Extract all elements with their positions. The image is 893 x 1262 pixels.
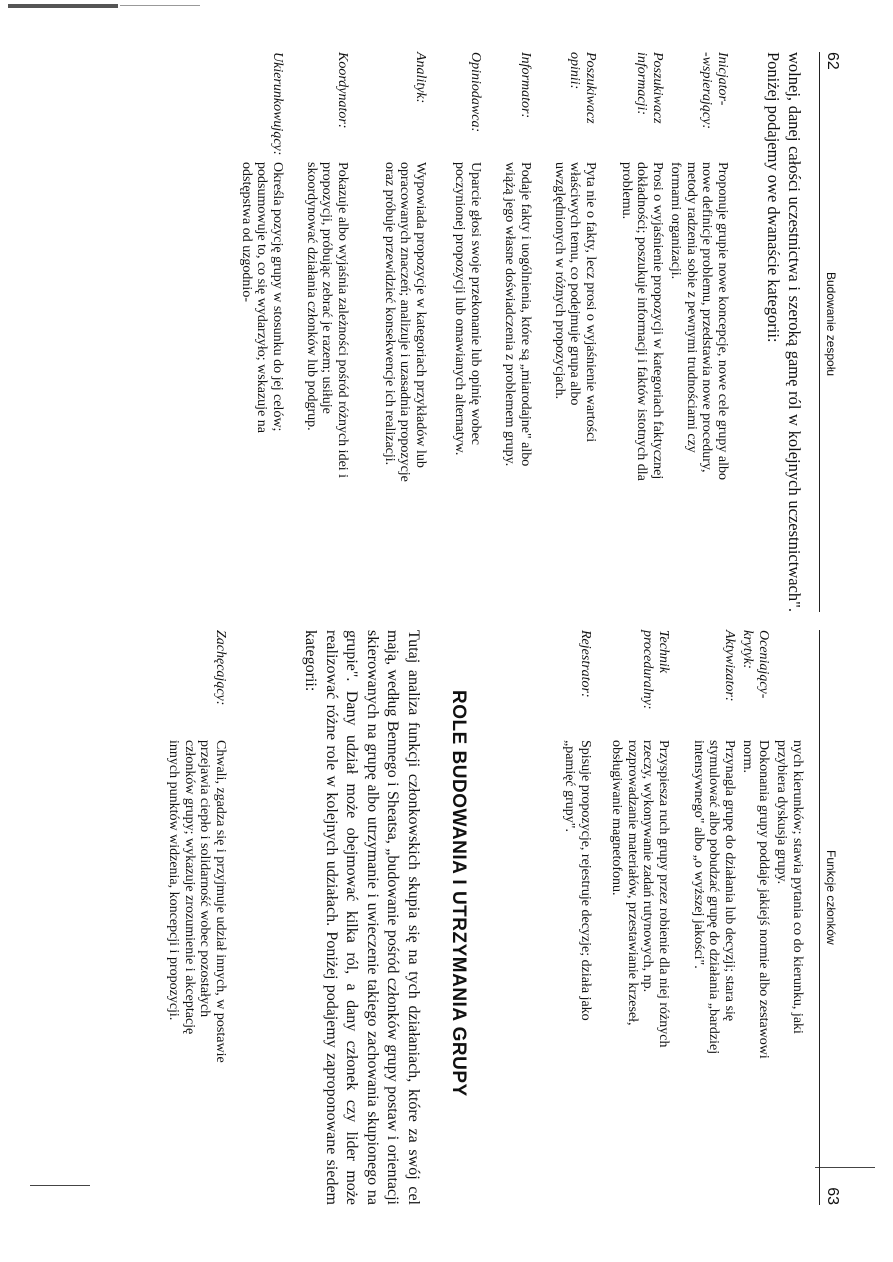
role-label: Koordynator:	[335, 52, 350, 129]
role-text: Chwali, zgadza się i przyjmuje udział innych, w postawie przejawia ciepło i solidarność wobec pozostałych członków grupy; wykazuje zrozumienie i akceptację innych punktów widzenia, koncepcji i propozycji.	[166, 740, 228, 1063]
page-header	[819, 52, 841, 612]
role-label: Oceniający-krytyk:	[740, 630, 771, 699]
section-heading: ROLE BUDOWANIA I UTRZYMANIA GRUPY	[448, 690, 469, 1097]
role-text: Uparcie głosi swoje przekonanie lub opinię wobec poczynionej propozycji lub omawianych alternatyw.	[452, 162, 483, 456]
role-text: Pokazuje albo wyjaśnia zależności pośród różnych idei i propozycji, próbując zebrać je razem; usiłuje skoordynować działania członków lub podgrup.	[303, 162, 350, 479]
page-header	[819, 630, 841, 1205]
role-label: Informator:	[518, 52, 533, 119]
role-label: Poszukiwacz opinii:	[567, 52, 598, 124]
running-head: Funkcje członków	[824, 850, 838, 945]
role-label: Ukierunkowujący:	[270, 52, 285, 156]
role-text: Wypowiada propozycje w kategoriach przykładów lub opracowanych znaczeń; analizuje i uzasadnia propozycje oraz próbuje przewidzieć konsekwencje ich realizacji.	[381, 162, 428, 482]
role-text: Przynagla grupę do działania lub decyzji; stara się stymulować albo pobudzać grupę do działania „bardziej intensywnego" albo „o wyższej jakości".	[690, 740, 737, 1055]
role-text: Pyta nie o fakty, lecz prosi o wyjaśnienie wartości właściwych temu, co podejmuje grupa albo uwzględnionych w różnych propozycjach.	[551, 162, 598, 443]
role-label: Poszukiwacz informacji:	[634, 52, 665, 124]
role-label: Inicjator- -wspierający:	[699, 52, 730, 129]
page-62	[0, 0, 893, 612]
intro-paragraph: wolnej, danej całości uczestnictwa i szeroką gamę ról w kolejnych uczestnictwach". Poniżej podajemy owe dwanaście kategorii:	[764, 52, 804, 612]
role-text: Proponuje grupie nowe koncepcje, nowe cele grupy albo nowe definicje problemu, przedstawia nowe procedury, metody radzenia sobie z pewnymi trudnościami czy formami organizacji.	[668, 162, 730, 481]
section-paragraph: Tutaj analiza funkcji członkowskich skupia się na tych działaniach, które za swój cel mają, według Bennego i Sheatsa, „budowanie pośród członków grupy postaw i orientacji skierowanych na grupę albo utrzymanie i uwieczenie takiego zachowania skupionego na grupie". Dany udział może obejmować kilka ról, a dany członek czy lider może realizować różne role w kolejnych udziałach. Poniżej podajemy zaproponowane siedem kategorii:	[302, 630, 422, 1205]
role-text: Prosi o wyjaśnienie propozycji w kategoriach faktycznej dokładności; poszukuje informacji i faktów istotnych dla problemu.	[618, 162, 665, 481]
role-text: Określa pozycję grupy w stosunku do jej celów; podsumowuje to, co się wydarzyło; wskazuje na odstępstwa od uzgodnio-	[238, 162, 285, 433]
role-text: Podaje fakty i uogólnienia, które są „miarodajne" albo wiążą jego własne doświadczenia z problemem grupy.	[502, 162, 533, 467]
role-text: Dokonania grupy poddaje jakiejś normie albo zestawowi norm.	[740, 740, 771, 1059]
role-label: Opiniodawca:	[468, 52, 483, 133]
role-label: Technik proceduralny:	[640, 630, 671, 710]
role-text: Przyspiesza ruch grupy przez robienie dla niej różnych rzeczy, wykonywanie zadań rutynowych, np. rozprowadzanie materiałów, przestawianie krzeseł, obsługiwanie magnetofonu.	[609, 740, 671, 1048]
role-label: Aktywizator:	[722, 630, 737, 702]
page-number: 63	[824, 1187, 841, 1205]
role-text: nych kierunków; stawia pytania co do kierunku, jaki przybiera dyskusja grupy.	[774, 740, 805, 1034]
page-63	[0, 620, 893, 1220]
role-label: Zachęcający:	[213, 630, 228, 706]
page-number: 62	[824, 52, 841, 70]
role-label: Rejestrator:	[578, 630, 593, 698]
role-text: Spisuje propozycje, rejestruje decyzje; działa jako „pamięć grupy".	[562, 740, 593, 1021]
role-label: Analityk:	[413, 52, 428, 104]
running-head: Budowanie zespołu	[824, 272, 838, 377]
